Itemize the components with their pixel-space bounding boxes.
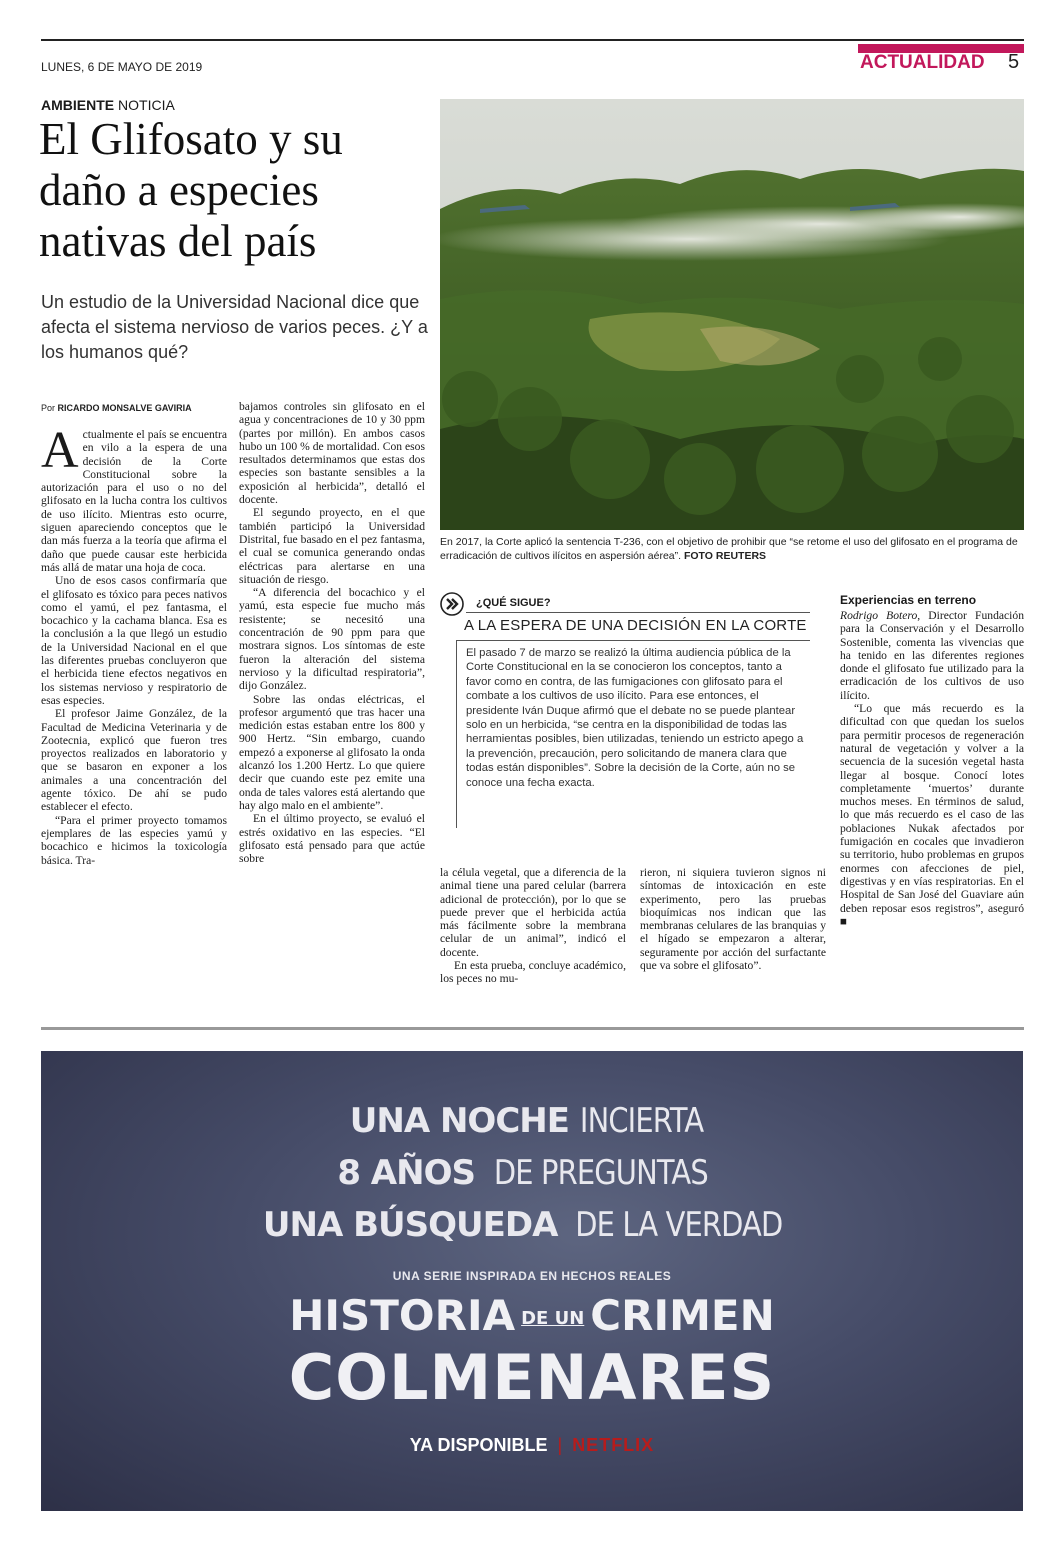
ad-tagline: UNA SERIE INSPIRADA EN HECHOS REALES xyxy=(392,1269,672,1283)
paragraph: Sobre las ondas eléctricas, el profesor argumentó que tras hacer una medición estas estaban entre los 800 y 900 Hertz. “Sin embargo, cuando empezó a exponerse al glifosato la onda alcanzó los 1.200 Hertz. Lo que quiere decir que cuando este pez emite una onda de tales valores está alertando que hay algo malo en el ambiente”. xyxy=(239,692,425,812)
photo-credit: FOTO REUTERS xyxy=(683,550,767,562)
article-kicker xyxy=(41,97,175,113)
ad-separator-rule xyxy=(41,1027,1024,1030)
cta-text: YA DISPONIBLE xyxy=(409,1435,548,1455)
show-title-line-2: COLMENARES xyxy=(288,1341,776,1414)
show-title-connector: DE UN xyxy=(521,1308,585,1329)
cta-separator: | xyxy=(557,1435,563,1455)
netflix-logo-text: NETFLIX xyxy=(572,1435,655,1455)
ad-call-to-action xyxy=(41,1435,1023,1456)
paragraph: rieron, ni siquiera tuvieron signos ni síntomas de intoxicación en este experimento, pero las pruebas bioquímicas nos indican que las membranas celulares de las branquias y el hígado se empezaron a alterar, seguramente por acción del surfactante que va sobre el glifosato”. xyxy=(640,866,826,973)
paragraph: “Para el primer proyecto tomamos ejemplares de las especies yamú y bocachico e hicimos la toxicología básica. Tra- xyxy=(41,813,227,867)
paragraph-text: , Director Fundación para la Conservación y el Desarrollo Sostenible, comenta las vivencias que ha tenido en las diferentes regiones donde el glifosato fue utilizado para la erradicación de los cultivos de uso ilícito. xyxy=(840,609,1024,702)
byline-prefix: Por xyxy=(41,403,58,413)
show-title-word: HISTORIA xyxy=(289,1291,516,1340)
issue-date: LUNES, 6 DE MAYO DE 2019 xyxy=(41,60,203,74)
article-photo xyxy=(440,99,1024,530)
ad-line-light: DE LA VERDAD xyxy=(575,1205,783,1245)
paragraph: Uno de esos casos confirmaría que el glifosato es tóxico para peces nativos como el yamú, el pez fantasma, el bocachico y la cachama blanca. Esa es la conclusión a la que llegó un estudio de la Universidad Nacional en el que las diferentes pruebas concluyeron que el herbicida tiene efectos negativos en los sistemas nervioso y respiratorio de esas especies. xyxy=(41,574,227,707)
sidebar-kicker: ¿QUÉ SIGUE? xyxy=(476,597,551,609)
kicker-type: NOTICIA xyxy=(114,97,175,113)
article-column-1 xyxy=(41,422,227,867)
paragraph xyxy=(840,609,1024,702)
netflix-advertisement xyxy=(41,1051,1023,1511)
paragraph: El segundo proyecto, en el que también participó la Universidad Distrital, fue basado en el pez fantasma, el cual se comunica generando ondas eléctricas para alertarse en una situación de riesgo. xyxy=(239,506,425,586)
sidebar-border xyxy=(456,640,457,828)
byline xyxy=(41,403,192,413)
article-column-4 xyxy=(640,866,826,972)
page-number: 5 xyxy=(1008,51,1020,73)
ad-line-1 xyxy=(41,1101,1023,1141)
ad-line-3 xyxy=(41,1205,1023,1245)
article-column-2 xyxy=(239,400,425,865)
sidebar-title: A LA ESPERA DE UNA DECISIÓN EN LA CORTE xyxy=(464,617,807,634)
byline-author: RICARDO MONSALVE GAVIRIA xyxy=(57,403,192,413)
double-chevron-icon xyxy=(440,592,464,616)
experiences-column xyxy=(840,609,1024,928)
paragraph xyxy=(41,422,227,574)
caption-text: En 2017, la Corte aplicó la sentencia T-236, con el objetivo de prohibir que “se retome el uso del glifosato en el programa de erradicación de cultivos ilícitos en aspersión aérea”. xyxy=(440,536,1018,562)
show-title-line-1 xyxy=(41,1291,1023,1340)
aerial-spraying-photo xyxy=(440,99,1024,530)
article-column-3 xyxy=(440,866,626,986)
end-mark: ■ xyxy=(840,914,848,928)
ad-line-bold: UNA NOCHE xyxy=(349,1101,569,1141)
paragraph: la célula vegetal, que a diferencia de la animal tiene una pared celular (barrera adicional de protección), por lo que se puede prever que el herbicida actúa más fácilmente sobre la membrana celular de un animal”, indicó el docente. xyxy=(440,866,626,959)
source-name: Rodrigo Botero xyxy=(840,609,918,622)
paragraph xyxy=(840,702,1024,928)
section-label: ACTUALIDAD xyxy=(860,52,985,73)
sidebar-rule xyxy=(466,612,810,613)
ad-line-light: DE PREGUNTAS xyxy=(493,1153,708,1193)
sidebar-text: El pasado 7 de marzo se realizó la última audiencia pública de la Corte Constitucional en la se conocieron los conceptos, tanto a favor como en contra, de las fumigaciones con glifosato para el combate a los cultivos de uso ilícito. Para ese entonces, el presidente Iván Duque afirmó que el debate no se puede plantear solo en un herbicida, “se centra en la disponibilidad de todas las herramientas posibles, bien utilizadas, teniendo un estricto apego a la prevención, precaución, pero solicitando de manera clara que todas están disponibles”. Sobre la decisión de la Corte, aún no se conoce una fecha exacta. xyxy=(466,647,804,789)
experiences-heading: Experiencias en terreno xyxy=(840,593,977,607)
paragraph: En esta prueba, concluye académico, los peces no mu- xyxy=(440,959,626,986)
ad-line-bold: 8 AÑOS xyxy=(337,1153,475,1193)
paragraph-text: “Lo que más recuerdo es la dificultad con que quedan los suelos para permitir procesos de regeneración natural de vegetación y volver a la secuencia de la sucesión vegetal hasta llegar al bosque. Conocí lotes completamente ‘muertos’ durante muchos meses. En términos de salud, lo que más recuerdo es el caso de las poblaciones Nukak afectados por fumigación en cocales que invadieron su territorio, hubo problemas en grupos enormes con afecciones de piel, digestivas y en vías respiratorias. En el Hospital de San José del Guaviare aún deben reposar esos registros”, aseguró xyxy=(840,702,1024,915)
ad-line-2 xyxy=(41,1153,1023,1193)
photo-caption xyxy=(440,535,1024,563)
sidebar-rule xyxy=(456,640,810,641)
top-rule xyxy=(41,39,1024,41)
paragraph: “A diferencia del bocachico y el yamú, esta especie fue mucho más resistente; se necesitó una concentración de 90 ppm para que mostrara signos. Los síntomas de este fueron la alteración del sistema nervioso y la dificultad respiratoria”, dijo González. xyxy=(239,586,425,693)
show-title-word: CRIMEN xyxy=(590,1291,775,1340)
paragraph: En el último proyecto, se evaluó el estrés oxidativo en las especies. “El glifosato está pensado para que actúe sobre xyxy=(239,812,425,866)
kicker-category: AMBIENTE xyxy=(41,97,115,113)
drop-cap: A xyxy=(41,422,79,479)
ad-line-light: INCIERTA xyxy=(579,1101,704,1141)
article-headline: El Glifosato y su daño a especies nativas del país xyxy=(39,114,343,266)
ad-line-bold: UNA BÚSQUEDA xyxy=(262,1205,558,1245)
paragraph: El profesor Jaime González, de la Facultad de Medicina Veterinaria y de Zootecnia, explicó que fueron tres proyectos realizados en laboratorio y que se basaron en exponer a los animales a una concentración del agente tóxico. De ahí se pudo establecer el efecto. xyxy=(41,707,227,814)
article-deck: Un estudio de la Universidad Nacional dice que afecta el sistema nervioso de varios peces. ¿Y a los humanos qué? xyxy=(41,292,428,362)
paragraph-text: ctualmente el país se encuentra en vilo a la espera de una decisión de la Corte Constitucional sobre la autorización para el uso o no del glifosato en la lucha contra los cultivos de uso ilícito. Mientras esto ocurre, siguen apareciendo conceptos que le dan más fuerza a la teoría que afirma el daño que puede causar este herbicida más allá de matar una hoja de coca. xyxy=(41,428,227,574)
paragraph: bajamos controles sin glifosato en el agua y concentraciones de 10 y 30 ppm (partes por millón). En ambos casos hubo un 100 % de mortalidad. Con esos resultados determinamos que estas dos especies son bastante sensibles a la exposición al herbicida”, detalló el docente. xyxy=(239,400,425,507)
